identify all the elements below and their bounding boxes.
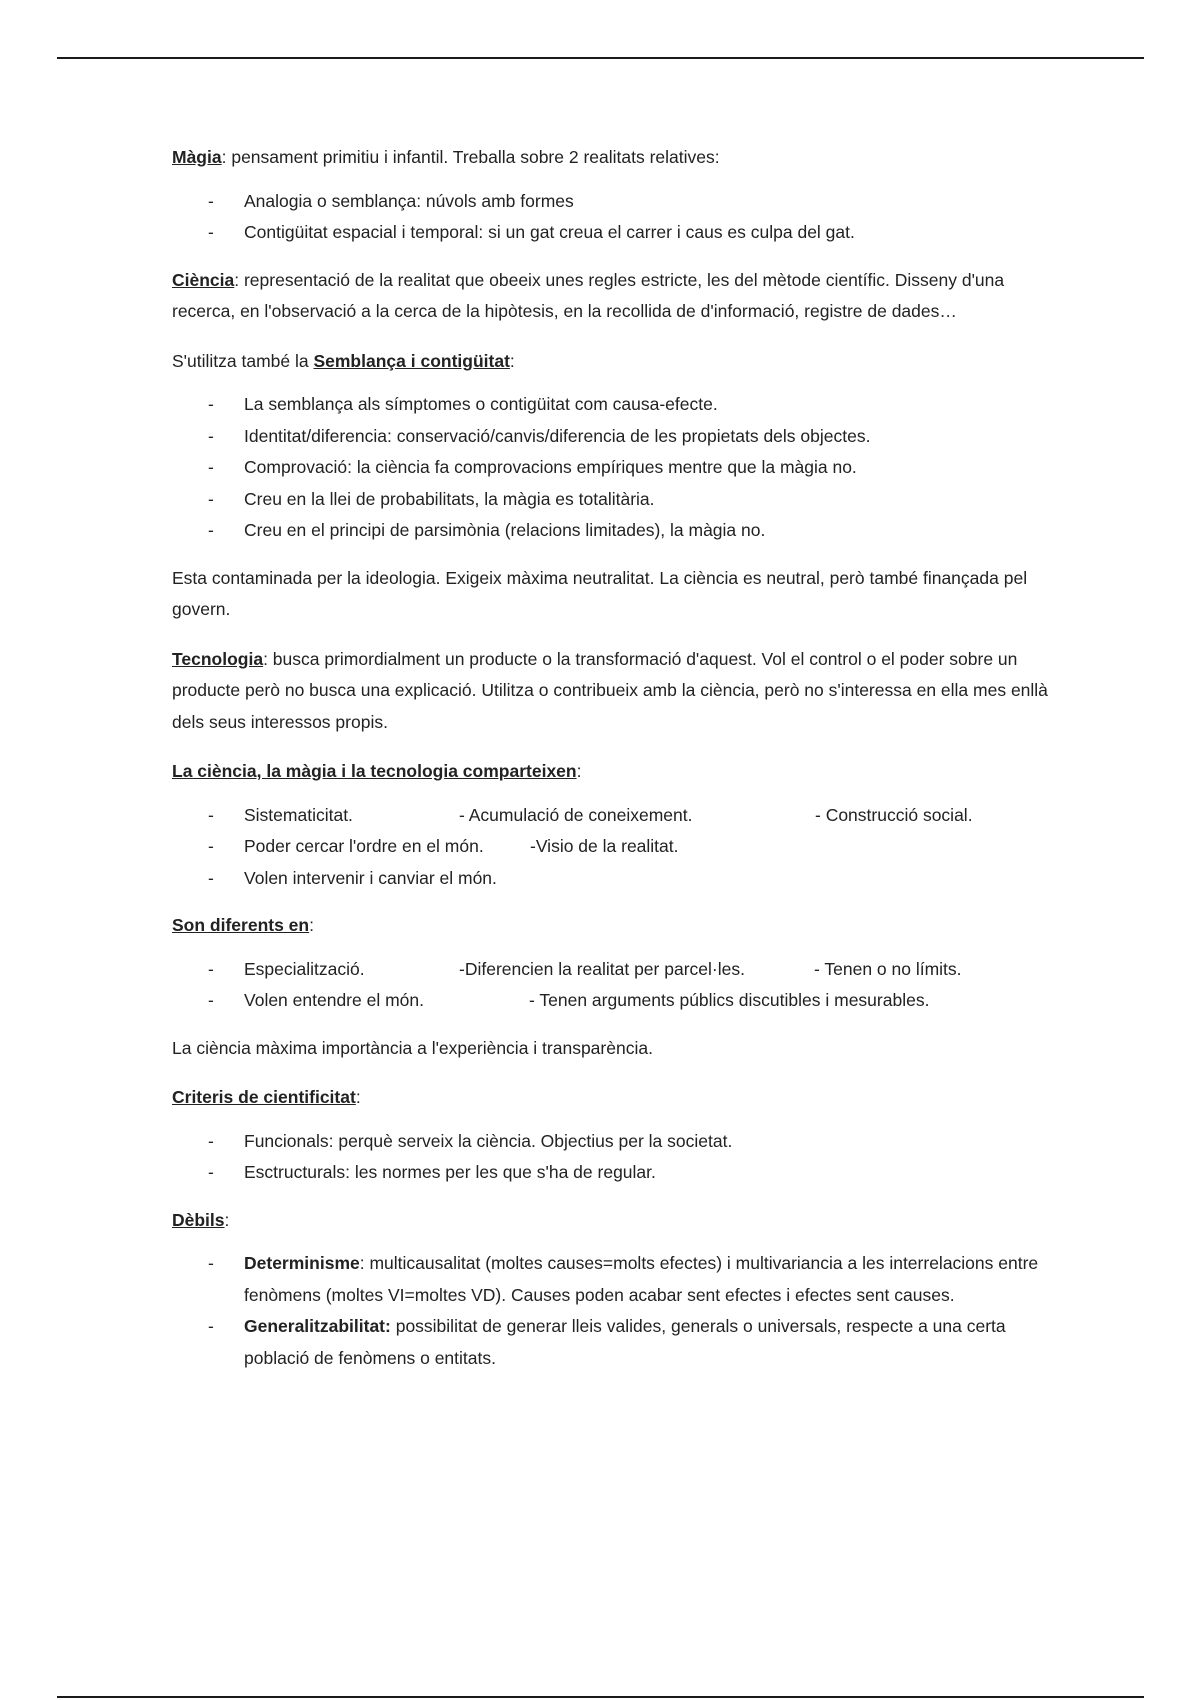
list-item-text: -Diferencien la realitat per parcel·les. <box>459 958 745 979</box>
list-item-text: Analogia o semblança: núvols amb formes <box>244 190 574 211</box>
semblanca-prefix: S'utilitza també la <box>172 350 314 371</box>
bullet-dash: - <box>208 1130 214 1151</box>
criteris-list <box>172 1126 1052 1189</box>
header-rule <box>57 57 1144 59</box>
list-item <box>172 800 1052 832</box>
bullet-dash: - <box>208 425 214 446</box>
bullet-dash: - <box>208 1162 214 1182</box>
bullet-dash: - <box>208 488 214 509</box>
semblanca-paragraph <box>172 346 1052 378</box>
magia-paragraph <box>172 142 1052 174</box>
list-item-text: possibilitat de generar lleis valides, generals o universals, respecte a una certa població de fenòmens o entitats. <box>244 1316 1006 1368</box>
magia-list <box>172 186 1052 249</box>
document-body <box>172 142 1052 1390</box>
debils-term: Dèbils <box>172 1209 225 1230</box>
list-item <box>172 217 1052 249</box>
debils-suffix: : <box>224 1209 230 1230</box>
list-item-text: Creu en el principi de parsimònia (relacions limitades), la màgia no. <box>244 520 766 540</box>
bullet-dash: - <box>208 990 214 1010</box>
footer-rule <box>57 1696 1144 1698</box>
list-item <box>172 389 1052 421</box>
bullet-dash: - <box>208 1316 214 1336</box>
comparteixen-list <box>172 800 1052 895</box>
list-item-text: Creu en la llei de probabilitats, la màgia es totalitària. <box>244 488 655 509</box>
list-item-text: -Visio de la realitat. <box>530 836 679 856</box>
list-item <box>172 186 1052 218</box>
semblanca-term: Semblança i contigüitat <box>313 350 510 371</box>
bullet-dash: - <box>208 867 214 888</box>
debils-heading <box>172 1205 1052 1237</box>
tecnologia-paragraph <box>172 644 1052 739</box>
list-item-text: : multicausalitat (moltes causes=molts efectes) i multivariancia a les interrelacions entre fenòmens (moltes VI=moltes VD). Causes poden acabar sent efectes i efectes sent causes. <box>244 1253 1039 1305</box>
list-item <box>172 452 1052 484</box>
comparteixen-suffix: : <box>576 761 582 781</box>
list-item-text: Esctructurals: les normes per les que s'ha de regular. <box>244 1162 656 1182</box>
list-item-text: - Tenen o no límits. <box>814 958 962 979</box>
list-item <box>172 1248 1052 1311</box>
semblanca-suffix: : <box>509 350 515 371</box>
experiencia-paragraph: La ciència màxima importància a l'experiència i transparència. <box>172 1037 653 1058</box>
tecnologia-text: : busca primordialment un producte o la transformació d'aquest. Vol el control o el poder sobre un producte però no busca una explicació. Utilitza o contribueix amb la ciència, però no s'interessa en ella mes enllà dels seus interessos propis. <box>172 648 1048 732</box>
diferents-term: Son diferents en <box>172 915 310 935</box>
bullet-dash: - <box>208 520 214 540</box>
list-item-text: La semblança als símptomes o contigüitat com causa-efecte. <box>244 394 718 414</box>
ciencia-paragraph <box>172 265 1052 328</box>
criteris-heading <box>172 1082 1052 1114</box>
list-item <box>172 1311 1052 1374</box>
list-item <box>172 985 1052 1017</box>
debils-list <box>172 1248 1052 1374</box>
bullet-dash: - <box>208 958 214 979</box>
determinisme-lead: Determinisme <box>244 1253 360 1273</box>
list-item <box>172 863 1052 895</box>
list-item-text: Comprovació: la ciència fa comprovacions empíriques mentre que la màgia no. <box>244 457 857 477</box>
list-item-text: Identitat/diferencia: conservació/canvis/diferencia de les propietats dels objectes. <box>244 425 871 446</box>
ciencia-term: Ciència <box>172 269 235 290</box>
list-item-text: Sistematicitat. <box>244 804 353 825</box>
bullet-dash: - <box>208 190 214 211</box>
list-item-text: - Tenen arguments públics discutibles i mesurables. <box>529 990 930 1010</box>
comparteixen-heading <box>172 756 1052 788</box>
diferents-list <box>172 954 1052 1017</box>
ideologia-paragraph: Esta contaminada per la ideologia. Exigeix màxima neutralitat. La ciència es neutral, però també finançada pel govern. <box>172 567 1028 619</box>
criteris-term: Criteris de cientificitat <box>172 1087 356 1107</box>
list-item <box>172 484 1052 516</box>
ciencia-text: : representació de la realitat que obeeix unes regles estricte, les del mètode científic. Disseny d'una recerca, en l'observació a la cerca de la hipòtesis, en la recollida de d'informació, registre de dades… <box>172 269 1005 321</box>
list-item <box>172 1157 1052 1189</box>
criteris-suffix: : <box>355 1087 361 1107</box>
diferents-suffix: : <box>309 915 314 935</box>
list-item <box>172 421 1052 453</box>
bullet-dash: - <box>208 394 214 414</box>
bullet-dash: - <box>208 804 214 825</box>
list-item <box>172 1126 1052 1158</box>
list-item-text: - Construcció social. <box>815 804 973 825</box>
list-item-text: Volen intervenir i canviar el món. <box>244 867 497 888</box>
comparteixen-term: La ciència, la màgia i la tecnologia comparteixen <box>172 761 577 781</box>
list-item-text: Funcionals: perquè serveix la ciència. Objectius per la societat. <box>244 1130 733 1151</box>
magia-term: Màgia <box>172 147 222 167</box>
bullet-dash: - <box>208 222 214 242</box>
list-item-text: - Acumulació de coneixement. <box>459 804 693 825</box>
list-item <box>172 831 1052 863</box>
tecnologia-term: Tecnologia <box>172 648 264 669</box>
semblanca-list <box>172 389 1052 547</box>
bullet-dash: - <box>208 457 214 477</box>
list-item-text: Contigüitat espacial i temporal: si un gat creua el carrer i caus es culpa del gat. <box>244 222 855 242</box>
list-item <box>172 515 1052 547</box>
list-item <box>172 954 1052 986</box>
list-item-text: Especialització. <box>244 958 365 979</box>
list-item-text: Volen entendre el món. <box>244 990 424 1010</box>
diferents-heading <box>172 910 1052 942</box>
list-item-text: Poder cercar l'ordre en el món. <box>244 836 484 856</box>
bullet-dash: - <box>208 1253 214 1273</box>
magia-text: : pensament primitiu i infantil. Treballa sobre 2 realitats relatives: <box>221 147 720 167</box>
bullet-dash: - <box>208 836 214 856</box>
generalitzabilitat-lead: Generalitzabilitat: <box>244 1316 391 1336</box>
